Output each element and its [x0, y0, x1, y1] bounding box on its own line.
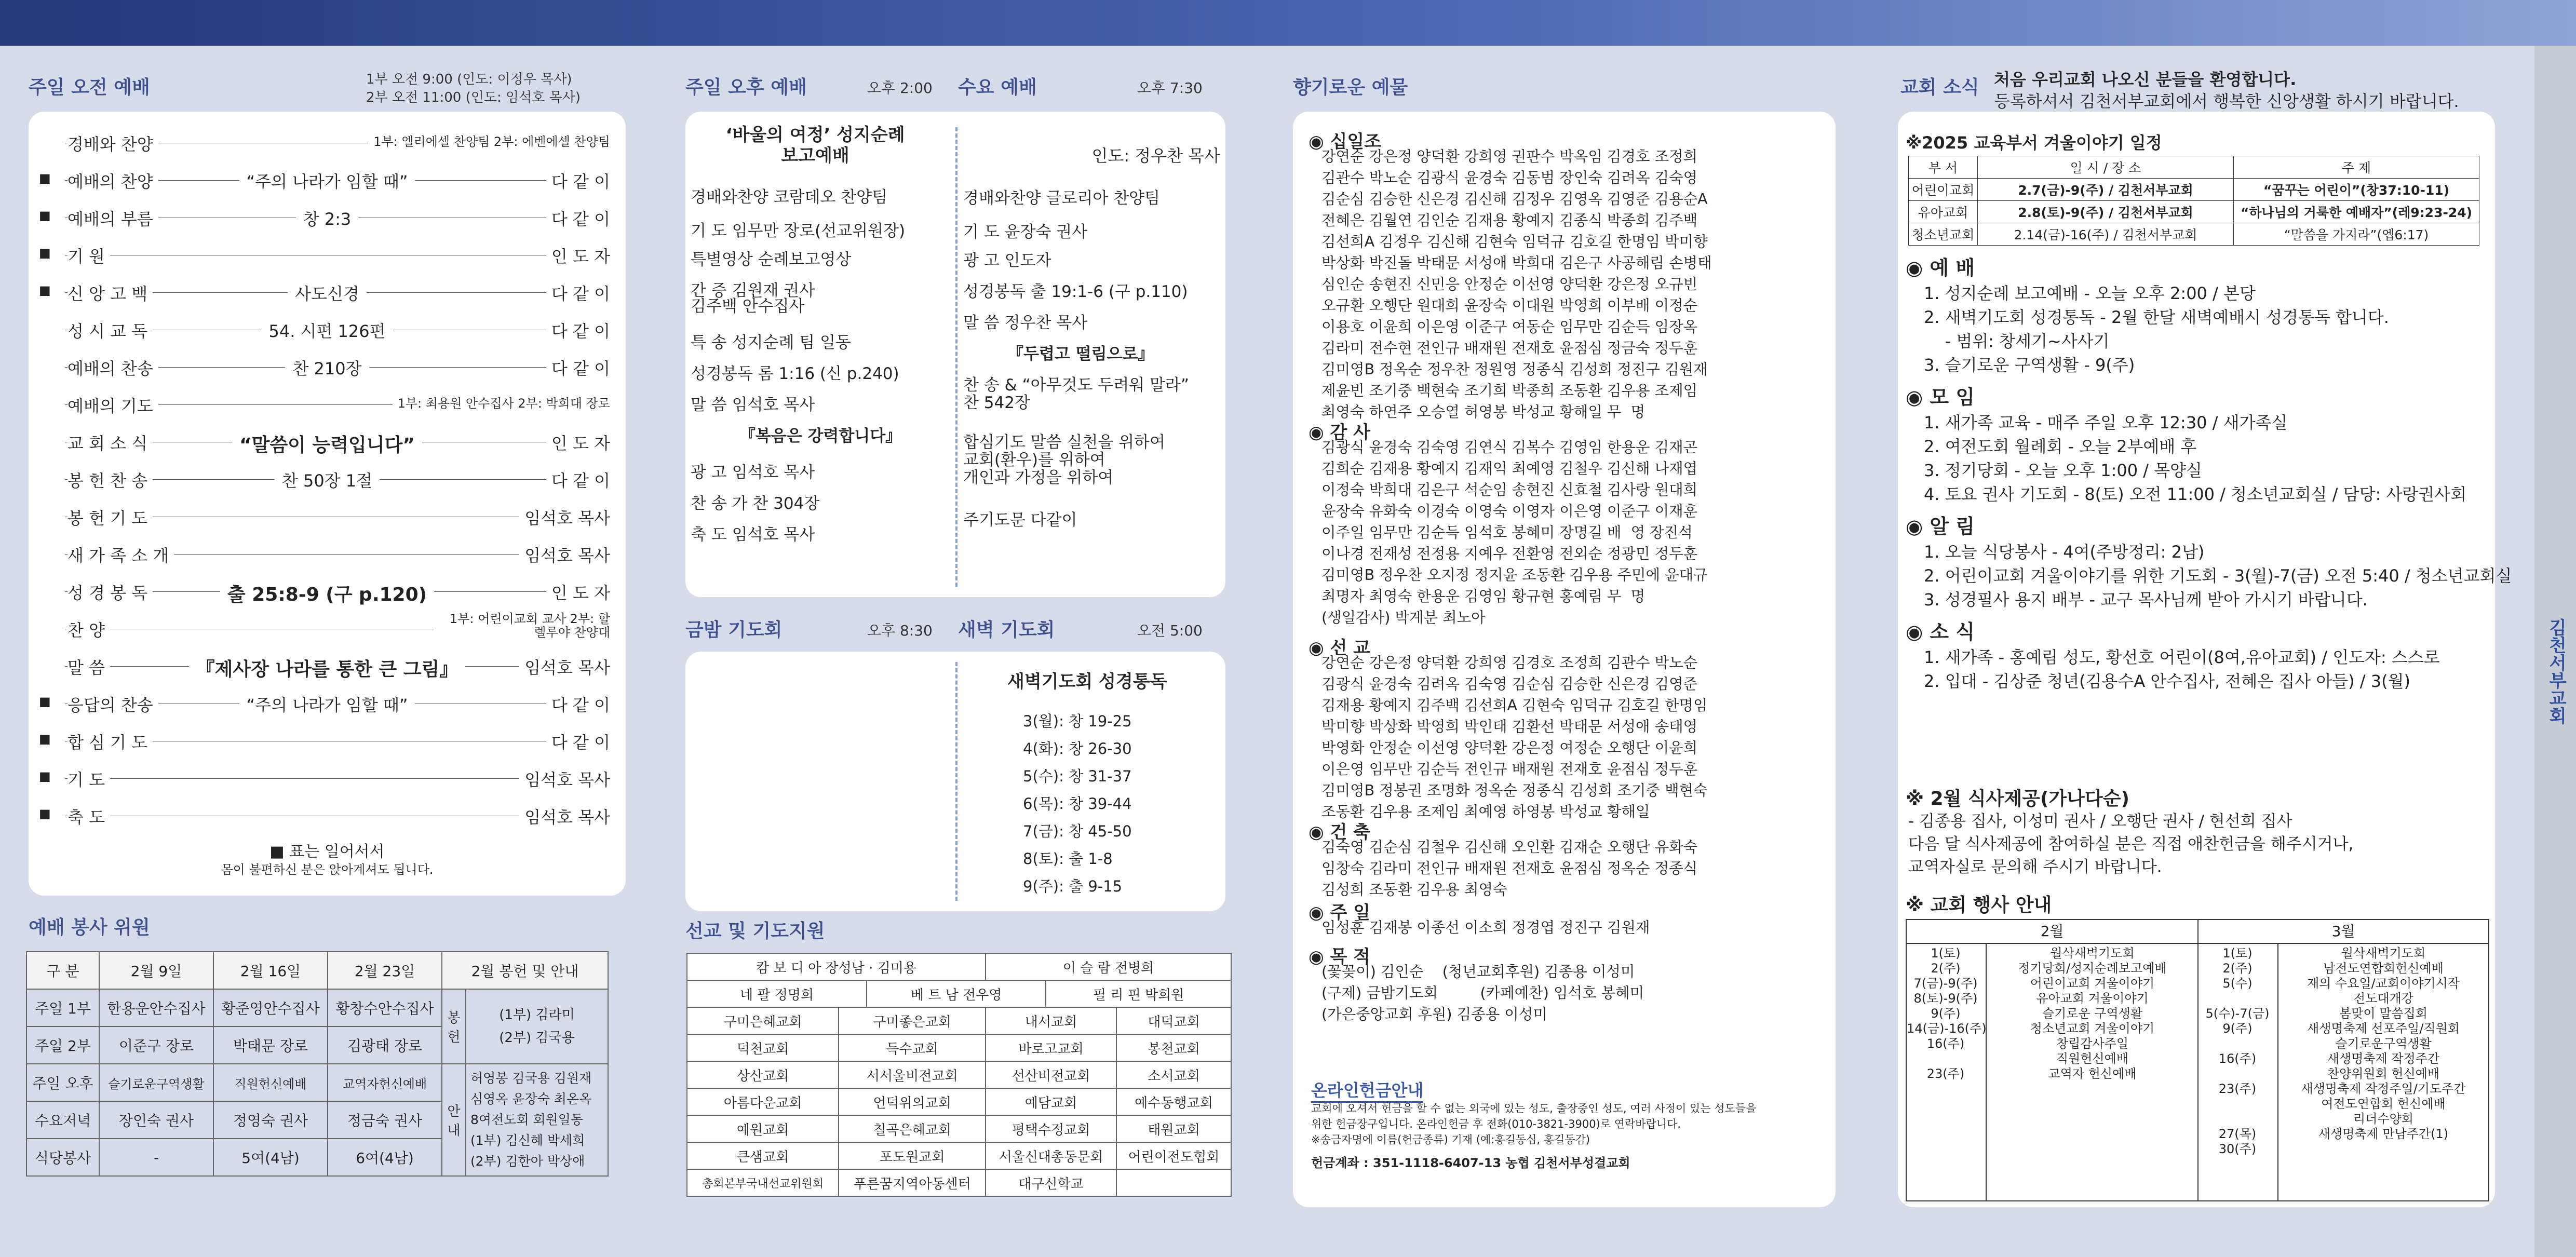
column-divider — [955, 662, 957, 901]
mission-cell: 네 팔 정명희 — [687, 981, 867, 1007]
edu-table — [1908, 156, 2479, 246]
dawn-reading-row: 7(금): 창 45-50 — [1023, 822, 1132, 840]
order-content-text: 54. 시편 126편 — [261, 321, 393, 341]
offering-side-label: 봉헌 — [442, 989, 466, 1064]
order-content — [29, 281, 626, 305]
order-leader: 다 같 이 — [546, 692, 610, 716]
mission-cell: 필 리 핀 박희원 — [1093, 987, 1184, 1003]
news-item: 1. 성지순례 보고예배 - 오늘 오후 2:00 / 본당 — [1924, 283, 2256, 303]
offering-heading: ◉ 목 적 — [1309, 947, 1371, 967]
order-content-text: 찬 210장 — [285, 359, 369, 379]
order-row — [29, 688, 626, 719]
order-content-text: 찬 50장 1절 — [275, 471, 380, 491]
order-leader: 임석호 목사 — [519, 505, 610, 529]
table-cell: 박태문 장로 — [213, 1026, 328, 1064]
wednesday-order-row: 찬 송 & “아무것도 두려워 말라” 찬 542장 — [963, 376, 1189, 412]
order-content-text: 출 25:8-9 (구 p.120) — [220, 584, 434, 605]
standing-note-sub: 몸이 불편하신 분은 앉아계셔도 됩니다. — [221, 862, 434, 877]
table-cell: 식당봉사 — [26, 1139, 99, 1176]
mission-cell: 바로고교회 — [986, 1034, 1116, 1061]
order-row — [29, 763, 626, 794]
cover-edge — [2534, 46, 2576, 1257]
order-content-text: 『제사장 나라를 통한 큰 그림』 — [189, 659, 466, 680]
welcome-line-2: 등록하셔서 김천서부교회에서 행복한 신앙생활 하시기 바랍니다. — [1994, 91, 2459, 111]
offering-heading: ◉ 주 일 — [1309, 902, 1371, 923]
table-header: 구 분 — [26, 952, 99, 989]
order-row — [29, 426, 626, 457]
order-label: 예배의 부름 — [68, 206, 158, 230]
standing-marker: ■ — [39, 171, 51, 185]
wednesday-order-row: 성경봉독 출 19:1-6 (구 p.110) — [963, 282, 1188, 301]
event-table — [1906, 919, 2489, 1201]
afternoon-order-row: 말 씀 임석호 목사 — [691, 396, 815, 414]
order-leader: 다 같 이 — [546, 281, 610, 305]
order-content — [29, 580, 626, 606]
order-content — [29, 318, 626, 342]
table-cell: 2.8(토)-9(주) / 김천서부교회 — [1978, 201, 2234, 223]
dawn-reading-row: 3(월): 창 19-25 — [1023, 712, 1132, 730]
table-cell: - — [99, 1139, 213, 1176]
usher-line: (1부) 김신혜 박세희 — [470, 1133, 585, 1148]
dawn-time: 오전 5:00 — [1137, 622, 1203, 639]
mission-cell: 예수동행교회 — [1116, 1088, 1231, 1115]
order-row — [29, 538, 626, 570]
order-content-text: 창 2:3 — [296, 209, 359, 229]
mission-table — [686, 953, 1232, 1197]
wednesday-order-row: 합심기도 말씀 실천을 위하여 교회(환우)를 위하여 개인과 가정을 위하여 — [963, 433, 1165, 487]
order-content — [29, 206, 626, 230]
news-heading: ◉ 소 식 — [1906, 620, 1975, 643]
order-leader: 다 같 이 — [546, 356, 610, 380]
mission-cell: 구미은혜교회 — [687, 1007, 839, 1034]
order-row — [29, 501, 626, 532]
standing-marker: ■ — [39, 769, 51, 783]
dawn-reading-row: 8(토): 출 1-8 — [1023, 850, 1113, 868]
afternoon-order-row: 특별영상 순례보고영상 — [691, 250, 852, 269]
order-leader: 다 같 이 — [546, 169, 610, 193]
welcome-line: 처음 우리교회 나오신 분들을 환영합니다. — [1994, 70, 2297, 89]
order-label: 봉 헌 기 도 — [68, 505, 153, 529]
offering-name: (2부) 김국용 — [499, 1030, 575, 1046]
news-item: 2. 여전도회 월례회 - 오늘 2부예배 후 — [1924, 437, 2197, 456]
mission-cell: 선산비전교회 — [986, 1061, 1116, 1088]
wednesday-time: 오후 7:30 — [1137, 79, 1203, 97]
news-heading: ◉ 예 배 — [1906, 256, 1975, 279]
news-heading: ◉ 알 림 — [1906, 515, 1975, 538]
order-label: 예배의 찬송 — [68, 356, 158, 380]
mission-cell: 큰샘교회 — [687, 1142, 839, 1169]
table-cell: 한용운안수집사 — [99, 989, 213, 1026]
column-divider — [955, 127, 957, 587]
offering-names: 임성훈 김재봉 이종선 이소희 정경엽 정진구 김원재 — [1321, 919, 1650, 936]
news-item: 1. 새가족 교육 - 매주 주일 오후 12:30 / 새가족실 — [1924, 413, 2288, 432]
order-content — [29, 692, 626, 716]
mission-cell: 아름다운교회 — [687, 1088, 839, 1115]
order-row — [29, 725, 626, 756]
morning-time-2: 2부 오전 11:00 (인도: 임석호 목사) — [366, 90, 581, 105]
table-header: 부 서 — [1909, 156, 1978, 179]
order-label: 예배의 기도 — [68, 393, 158, 417]
church-logo: 김천서부교회 — [2545, 618, 2567, 724]
order-label: 응답의 찬송 — [68, 692, 158, 716]
online-offering-text: 교회에 오셔서 헌금을 할 수 없는 외국에 있는 성도, 출장중인 성도, 여러 사정이 있는 성도들을 위한 헌금장구입니다. 온라인헌금 후 전화(010-3821-3900)로 연락바랍니다. ※송금자명에 이름(헌금종류) 기재 (예:홍길동십, 홍길동감) — [1311, 1102, 1757, 1146]
offering-name: (1부) 김라미 — [499, 1007, 575, 1023]
friday-prayer-title: 금밤 기도회 — [685, 619, 783, 641]
offerings-card — [1293, 112, 1836, 1207]
mission-cell: 덕천교회 — [687, 1034, 839, 1061]
table-cell: 슬기로운구역생활 — [99, 1064, 213, 1101]
order-content-text: “말씀이 능력입니다” — [232, 435, 422, 456]
dawn-reading-row: 5(수): 창 31-37 — [1023, 767, 1132, 785]
wednesday-order-row: 주기도문 다같이 — [963, 511, 1077, 530]
standing-marker: ■ — [39, 208, 51, 223]
offering-names: 김광식 윤경숙 김숙영 김연식 김복수 김영임 한용운 김재곤 김희순 김재용 황예지 김재익 최예영 김철우 김신해 나재엽 이정숙 박희대 김은구 석순임 송현진 신효철 김사랑 원대희 윤장숙 유화숙 이경숙 이영숙 이영자 이은영 이준구 이재훈 이주일 임무만 김순득 임석호 봉혜미 장명길 배 영 장진석 이나경 전재성 전정용 지예우 전환영 전외순 정광민 정두훈 김미영B 정우찬 오지정 정지윤 조동환 김우용 주민에 윤대규 최명자 최영숙 한용운 김영임 황규현 홍예림 무 명 (생일감사) 박계분 최노아 — [1321, 439, 1708, 626]
order-label: 축 도 — [68, 804, 110, 828]
mission-cell: 대구신학교 — [986, 1169, 1116, 1196]
order-leader: 다 같 이 — [546, 468, 610, 492]
standing-marker: ■ — [39, 806, 51, 821]
offering-heading: ◉ 감 사 — [1309, 422, 1371, 443]
dawn-reading-row: 6(목): 창 39-44 — [1023, 795, 1132, 813]
event-dates-feb: 1(토) 2(주) 7(금)-9(주) 8(토)-9(주) 9(주) 14(금)-16(주) 16(주) 23(주) — [1907, 946, 1987, 1081]
afternoon-order-row: 광 고 임석호 목사 — [691, 463, 815, 482]
order-leader: 임석호 목사 — [519, 543, 610, 566]
friday-time: 오후 8:30 — [867, 622, 933, 639]
dawn-reading-title: 새벽기도회 성경통독 — [1007, 671, 1167, 692]
mission-cell: 이 슬 람 전병희 — [986, 953, 1231, 980]
afternoon-order-row: 기 도 임무만 장로(선교위원장) — [691, 222, 906, 240]
news-item: - 범위: 창세기~사사기 — [1924, 331, 2110, 351]
order-content — [29, 356, 626, 380]
mission-cell: 평택수정교회 — [986, 1115, 1116, 1142]
order-leader: 다 같 이 — [546, 206, 610, 230]
order-row — [29, 277, 626, 308]
order-leader: 1부: 엘리에셀 찬양팀 2부: 에벤에셀 찬양팀 — [368, 131, 610, 150]
mission-cell: 봉천교회 — [1116, 1034, 1231, 1061]
afternoon-order-row: 성경봉독 롬 1:16 (신 p.240) — [691, 364, 899, 383]
table-cell: 어린이교회 — [1909, 179, 1978, 201]
order-content-text: 사도신경 — [288, 284, 367, 304]
table-cell: 2.7(금)-9(주) / 김천서부교회 — [1978, 179, 2234, 201]
order-label: 경배와 찬양 — [68, 131, 158, 155]
online-offering-title: 온라인헌금안내 — [1311, 1077, 1423, 1103]
table-cell: “말씀을 가지라”(엡6:17) — [2234, 223, 2479, 246]
table-cell: “꿈꾸는 어린이”(창37:10-11) — [2234, 179, 2479, 201]
afternoon-worship-title: 주일 오후 예배 — [685, 77, 807, 98]
mission-cell: 서서울비전교회 — [839, 1061, 986, 1088]
order-label: 교 회 소 식 — [68, 430, 153, 454]
order-label: 성 경 봉 독 — [68, 580, 153, 604]
wednesday-order-row: 말 씀 정우찬 목사 — [963, 314, 1088, 332]
usher-names — [466, 1064, 608, 1176]
wednesday-worship-title: 수요 예배 — [958, 77, 1037, 98]
order-row — [29, 165, 626, 196]
wed-leader: 인도: 정우찬 목사 — [1091, 146, 1220, 166]
church-news-title: 교회 소식 — [1900, 77, 1979, 98]
mission-cell: 예담교회 — [986, 1088, 1116, 1115]
afternoon-order-row: 경배와찬양 코람데오 찬양팀 — [691, 188, 888, 207]
offerings-title: 향기로운 예물 — [1293, 77, 1408, 98]
service-table — [26, 951, 609, 1177]
order-row — [29, 202, 626, 233]
order-leader: 인 도 자 — [546, 430, 610, 454]
order-row — [29, 314, 626, 345]
mission-cell: 득수교회 — [839, 1034, 986, 1061]
event-items-feb: 월삭새벽기도회 정기당회/성지순례보고예배 어린이교회 겨울이야기 유아교회 겨울이야기 슬기로운 구역생활 청소년교회 겨울이야기 창립감사주일 직원헌신예배 교역자 헌신예배 — [2018, 946, 2167, 1081]
order-label: 합 심 기 도 — [68, 729, 153, 753]
order-row — [29, 576, 626, 607]
table-cell: 직원헌신예배 — [213, 1064, 328, 1101]
wednesday-order-row: 광 고 인도자 — [963, 251, 1051, 270]
table-cell: 유아교회 — [1909, 201, 1978, 223]
table-header: 2월 9일 — [99, 952, 213, 989]
event-dates-mar: 1(토) 2(주) 5(수) 5(수)-7(금) 9(주) 16(주) 23(주) 27(목) 30(주) — [2205, 946, 2270, 1156]
mission-table-wrap — [686, 953, 1232, 1197]
afternoon-order-row: 『복음은 강력합니다』 — [739, 427, 902, 445]
order-content — [29, 468, 626, 492]
table-header: 일 시 / 장 소 — [1978, 156, 2234, 179]
afternoon-time: 오후 2:00 — [867, 79, 933, 97]
order-leader: 1부: 어린이교회 교사 2부: 할렐루야 찬양대 — [434, 612, 610, 639]
dawn-prayer-title: 새벽 기도회 — [958, 619, 1055, 641]
offering-names: 강연순 강은정 양덕환 강희영 권판수 박옥임 김경호 조정희 김관수 박노순 김광식 윤경숙 김동범 장인숙 김려옥 김숙영 김순심 김승한 신은경 김신해 김정우 김영옥 김영준 김용순A 전혜은 김월연 김인순 김재용 황예지 김종식 박종희 김주백 김선희A 김정우 김신해 김현숙 임덕규 김호길 한명임 박미향 박상화 박진돌 박태문 서성애 박희대 김은구 사공해림 손병태 심인순 송현진 신민응 안정순 이선영 양덕환 강은정 오규빈 오규환 오행단 원대희 윤장숙 이대원 박영희 이부배 이정순 이용호 이윤희 이은영 이준구 여동순 임무만 김순득 임장옥 김라미 전수현 전인규 배재원 전재호 윤점심 정금숙 정두훈 김미영B 정옥순 정우찬 정원영 정종식 김성희 정진구 김원재 제윤빈 조기중 백현숙 조기희 박종희 조동환 김우용 조제임 최영숙 하연주 오승열 허영봉 박성교 황해일 무 명 — [1321, 148, 1712, 421]
order-row — [29, 127, 626, 158]
usher-side-label: 안내 — [442, 1064, 466, 1176]
order-label: 기 원 — [68, 244, 110, 267]
mission-cell: 포도원교회 — [839, 1142, 986, 1169]
meal-title: ※ 2월 식사제공(가나다순) — [1906, 788, 2130, 809]
mission-cell: 서울신대총동문회 — [986, 1142, 1116, 1169]
afternoon-wed-card — [685, 112, 1225, 597]
mission-cell: 어린이전도협회 — [1116, 1142, 1231, 1169]
news-item: 1. 새가족 - 홍예림 성도, 황선호 어린이(8여,유아교회) / 인도자: 스스로 — [1924, 647, 2440, 667]
order-content — [29, 430, 626, 457]
order-leader: 임석호 목사 — [519, 655, 610, 679]
event-month-header: 3월 — [2199, 920, 2488, 944]
order-label: 성 시 교 독 — [68, 318, 153, 342]
news-item: 2. 입대 - 김상준 청년(김용수A 안수집사, 전혜은 집사 아들) / 3(월) — [1924, 671, 2411, 691]
table-cell: “하나님의 거룩한 예배자”(레9:23-24) — [2234, 201, 2479, 223]
news-card — [1898, 112, 2512, 1207]
edu-schedule-title: ※2025 교육부서 겨울이야기 일정 — [1906, 133, 2162, 153]
mission-cell: 상산교회 — [687, 1061, 839, 1088]
table-cell: 수요저녁 — [26, 1101, 99, 1139]
wednesday-order-row: 기 도 윤장숙 권사 — [963, 223, 1088, 241]
order-label: 신 앙 고 백 — [68, 281, 153, 305]
table-cell: 청소년교회 — [1909, 223, 1978, 246]
news-item: 2. 어린이교회 겨울이야기를 위한 기도회 - 3(월)-7(금) 오전 5:40 / 청소년교회실 — [1924, 566, 2512, 586]
table-cell: 정금숙 권사 — [328, 1101, 442, 1139]
mission-title: 선교 및 기도지원 — [685, 921, 825, 942]
order-content-text: “주의 나라가 임할 때” — [239, 172, 415, 192]
table-header: 2월 23일 — [328, 952, 442, 989]
standing-marker: ■ — [39, 246, 51, 260]
order-row — [29, 613, 626, 644]
morning-order-card — [29, 112, 626, 896]
table-header: 2월 봉헌 및 안내 — [442, 952, 608, 989]
service-table-wrap — [26, 951, 609, 1177]
dawn-reading-row: 4(화): 창 26-30 — [1023, 740, 1132, 758]
dawn-card — [685, 652, 1225, 911]
mission-cell: 푸른꿈지역아동센터 — [839, 1169, 986, 1196]
mission-cell: 총회본부국내선교위원회 — [687, 1169, 839, 1196]
mission-cell: 태원교회 — [1116, 1115, 1231, 1142]
order-row — [29, 464, 626, 495]
mission-row-countries — [687, 980, 1231, 1007]
order-label: 기 도 — [68, 767, 110, 791]
table-cell: 2.14(금)-16(주) / 김천서부교회 — [1978, 223, 2234, 246]
usher-line: 심영옥 윤장숙 최온옥 — [470, 1091, 592, 1106]
table-cell: 이준구 장로 — [99, 1026, 213, 1064]
usher-line: 허영봉 김국용 김원재 — [470, 1071, 592, 1086]
news-item: 3. 정기당회 - 오늘 오후 1:00 / 목양실 — [1924, 461, 2202, 480]
standing-marker: ■ — [39, 283, 51, 298]
table-cell: 주일 2부 — [26, 1026, 99, 1064]
order-label: 말 씀 — [68, 655, 110, 679]
order-row — [29, 239, 626, 271]
wednesday-order-row: 『두렵고 떨림으로』 — [1007, 345, 1154, 363]
service-committee-title: 예배 봉사 위원 — [29, 917, 150, 938]
news-item: 3. 슬기로운 구역생활 - 9(주) — [1924, 355, 2135, 375]
table-cell: 정영숙 권사 — [213, 1101, 328, 1139]
table-header: 주 제 — [2234, 156, 2479, 179]
offering-names: (꽃꽂이) 김인순 (청년교회후원) 김종용 이성미 (구제) 금밤기도회 (카페예찬) 임석호 봉혜미 (가은중앙교회 후원) 김종용 이성미 — [1321, 963, 1644, 1023]
event-items-mar: 월삭새벽기도회 남전도연합회헌신예배 재의 수요일/교회이야기시작 전도대개강 봄맞이 말씀집회 새생명축제 선포주일/직원회 슬기로운구역생활 새생명축제 작정주간 찬양위원회 헌신예배 새생명축제 작정주일/기도주간 여전도연합회 헌신예배 리더수양회 새생명축제 만남주간(1) — [2301, 946, 2466, 1141]
table-cell: 장인숙 권사 — [99, 1101, 213, 1139]
offering-names: 강연순 강은정 양덕환 강희영 김경호 조정희 김관수 박노순 김광식 윤경숙 김려옥 김숙영 김순심 김승한 신은경 김영준 김재용 황예지 김주백 김선희A 김현숙 임덕규 김호길 한명임 박미향 박상화 박영희 박인태 김환선 박태문 서성애 송태영 박영화 안정순 이선영 양덕환 강은정 여정순 오행단 이윤희 이은영 임무만 김순득 전인규 배재원 전재호 윤점심 정두훈 김미영B 정봉권 조명화 정옥순 정종식 김성희 조기중 백현숙 조동환 김우용 조제임 최예영 하영봉 박성교 황해일 — [1321, 654, 1708, 820]
order-content — [29, 169, 626, 193]
dawn-reading-row: 9(주): 출 9-15 — [1023, 877, 1123, 895]
edu-table-wrap — [1908, 156, 2479, 246]
standing-marker: ■ — [39, 732, 51, 746]
mission-cell: 소서교회 — [1116, 1061, 1231, 1088]
order-label: 봉 헌 찬 송 — [68, 468, 153, 492]
order-leader: 임석호 목사 — [519, 804, 610, 828]
table-cell: 5여(4남) — [213, 1139, 328, 1176]
mission-cell: 칠곡은혜교회 — [839, 1115, 986, 1142]
order-leader: 다 같 이 — [546, 729, 610, 753]
mission-cell: 언덕위의교회 — [839, 1088, 986, 1115]
order-label: 예배의 찬양 — [68, 169, 158, 193]
table-cell: 6여(4남) — [328, 1139, 442, 1176]
afternoon-order-row: 축 도 임석호 목사 — [691, 525, 815, 544]
mission-cell: 캄 보 디 아 장성남 · 김미용 — [687, 953, 986, 980]
meal-text: - 김종용 집사, 이성미 권사 / 오행단 권사 / 현선희 집사 다음 달 식사제공에 참여하실 분은 직접 애찬헌금을 해주시거나, 교역자실로 문의해 주시기 바랍니다. — [1908, 812, 2354, 876]
event-month-header: 2월 — [1907, 920, 2199, 944]
mission-cell: 베 트 남 전우영 — [867, 981, 1046, 1007]
mission-cell — [1116, 1169, 1231, 1196]
offering-heading: ◉ 십일조 — [1309, 131, 1382, 152]
standing-note: ■ 표는 일어서서 — [269, 843, 385, 861]
morning-worship-title: 주일 오전 예배 — [29, 77, 150, 98]
mission-cell: 구미좋은교회 — [839, 1007, 986, 1034]
news-heading: ◉ 모 임 — [1906, 386, 1975, 409]
news-item: 1. 오늘 식당봉사 - 4여(주방정리: 2남) — [1924, 542, 2205, 562]
order-row — [29, 800, 626, 831]
mission-cell: 예원교회 — [687, 1115, 839, 1142]
order-leader: 인 도 자 — [546, 244, 610, 267]
table-cell: 황준영안수집사 — [213, 989, 328, 1026]
morning-time-1: 1부 오전 9:00 (인도: 이정우 목사) — [366, 72, 572, 87]
afternoon-order-row: 간 증 김원재 권사 김주백 안수집사 — [691, 281, 815, 316]
wednesday-order-row: 경배와찬양 글로리아 찬양팀 — [963, 189, 1161, 208]
pilgrim-title: ‘바울의 여정’ 성지순례 보고예배 — [725, 125, 905, 166]
usher-line: 8여전도회 회원일동 — [470, 1112, 584, 1127]
afternoon-order-row: 찬 송 가 찬 304장 — [691, 494, 820, 513]
table-cell: 주일 오후 — [26, 1064, 99, 1101]
order-row — [29, 352, 626, 383]
offering-heading: ◉ 건 축 — [1309, 822, 1371, 843]
usher-line: (2부) 김한아 박상애 — [470, 1154, 585, 1169]
afternoon-order-row: 특 송 성지순례 팀 일동 — [691, 333, 851, 352]
top-banner — [0, 0, 2576, 46]
order-row — [29, 651, 626, 682]
news-item: 2. 새벽기도회 성경통독 - 2월 한달 새벽예배시 성경통독 합니다. — [1924, 307, 2389, 327]
order-content-text: “주의 나라가 임할 때” — [239, 695, 415, 715]
order-leader: 임석호 목사 — [519, 767, 610, 791]
standing-marker: ■ — [39, 694, 51, 709]
order-leader: 인 도 자 — [546, 580, 610, 604]
table-cell: 김광태 장로 — [328, 1026, 442, 1064]
table-cell: 주일 1부 — [26, 989, 99, 1026]
order-label: 찬 양 — [68, 617, 110, 641]
offering-names — [466, 989, 608, 1064]
offering-names: 김숙영 김순심 김철우 김신해 오인환 김재순 오행단 유화숙 임창숙 김라미 전인규 배재원 전재호 윤점심 정옥순 정종식 김성희 조동환 김우용 최영숙 — [1321, 839, 1698, 898]
order-leader: 1부: 최용원 안수집사 2부: 박희대 장로 — [393, 393, 610, 411]
table-header: 2월 16일 — [213, 952, 328, 989]
account-number: 헌금계좌 : 351-1118-6407-13 농협 김천서부성결교회 — [1311, 1156, 1630, 1170]
offering-heading: ◉ 선 교 — [1309, 638, 1371, 658]
news-item: 3. 성경필사 용지 배부 - 교구 목사님께 받아 가시기 바랍니다. — [1924, 590, 2368, 610]
table-cell: 교역자헌신예배 — [328, 1064, 442, 1101]
order-row — [29, 389, 626, 420]
mission-cell: 내서교회 — [986, 1007, 1116, 1034]
order-leader: 다 같 이 — [546, 318, 610, 342]
table-cell: 황창수안수집사 — [328, 989, 442, 1026]
news-item: 4. 토요 권사 기도회 - 8(토) 오전 11:00 / 청소년교회실 / 담당: 사랑권사회 — [1924, 484, 2467, 504]
order-label: 새 가 족 소 개 — [68, 543, 174, 566]
event-title: ※ 교회 행사 안내 — [1906, 895, 2052, 916]
mission-cell: 대덕교회 — [1116, 1007, 1231, 1034]
divider — [1986, 944, 1987, 1200]
